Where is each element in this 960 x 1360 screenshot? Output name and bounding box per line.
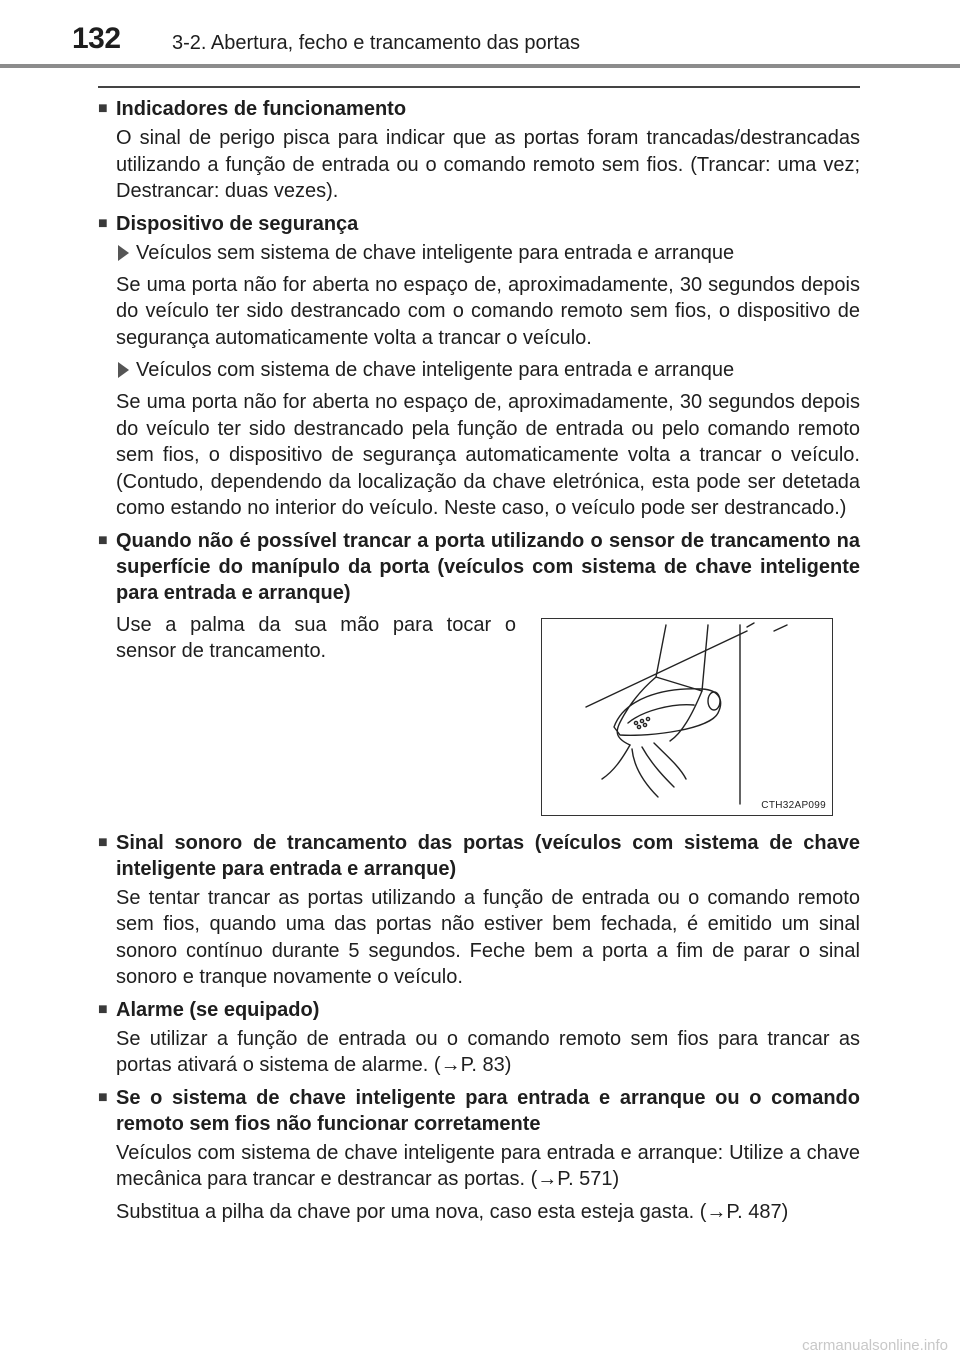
section-sonoro <box>98 830 860 991</box>
square-bullet-icon: ■ <box>98 214 108 232</box>
section-body: Substitua a pilha da chave por uma nova, caso esta esteja gasta. (→P. 487) <box>116 1200 789 1223</box>
section-body: Veículos com sistema de chave inteligente para entrada e arranque: Utilize a chave mecânica para trancar e destrancar as portas. (→P. 571) <box>116 1141 860 1190</box>
square-bullet-icon: ■ <box>98 531 108 549</box>
section-heading: Alarme (se equipado) <box>116 998 320 1021</box>
section-body: Se utilizar a função de entrada ou o comando remoto sem fios para trancar as portas ativará o sistema de alarme. (→P. 83) <box>116 1027 860 1076</box>
page-header <box>0 0 960 64</box>
triangle-arrow-icon <box>118 362 129 378</box>
hand-touching-handle-icon <box>542 619 831 814</box>
figure-code: CTH32AP099 <box>761 799 826 811</box>
section-body: O sinal de perigo pisca para indicar que as portas foram trancadas/destrancadas utilizando a função de entrada ou o comando remoto sem fios. (Trancar: uma vez; Destrancar: duas vezes). <box>116 127 860 202</box>
section-body: Se tentar trancar as portas utilizando a função de entrada ou o comando remoto sem fios, quando uma das portas não estiver bem fechada, é emitido um sinal sonoro contínuo durante 5 segundos. Feche bem a porta a fim de parar o sinal sonoro e tranque novamente o veículo. <box>116 886 860 988</box>
section-heading: Se o sistema de chave inteligente para entrada e arranque ou o comando remoto sem fios não funcionar corretamente <box>116 1086 860 1135</box>
subsection-body: Se uma porta não for aberta no espaço de, aproximadamente, 30 segundos depois do veículo ter sido destrancado pela função de entrada ou pelo comando remoto sem fios, o dispositivo de segurança automaticamente volta a trancar o veículo. (Contudo, dependendo da localização da chave eletrónica, esta pode ser detetada como estando no interior do veículo. Neste caso, o veículo pode ser destrancado.) <box>116 391 860 519</box>
section-seguranca <box>98 211 860 522</box>
section-falha <box>98 1085 860 1226</box>
section-body: Use a palma da sua mão para tocar o sensor de trancamento. <box>116 613 516 662</box>
section-alarme <box>98 997 860 1079</box>
subsection-body: Se uma porta não for aberta no espaço de, aproximadamente, 30 segundos depois do veículo ter sido destrancado com o comando remoto sem fios, o dispositivo de segurança automaticamente volta a trancar o veículo. <box>116 273 860 349</box>
content-top-rule <box>98 86 860 88</box>
section-heading: Sinal sonoro de trancamento das portas (veículos com sistema de chave inteligente para entrada e arranque) <box>116 831 860 880</box>
square-bullet-icon: ■ <box>98 1000 108 1018</box>
section-heading: Indicadores de funcionamento <box>116 98 407 120</box>
section-heading: Dispositivo de segurança <box>116 212 359 235</box>
square-bullet-icon: ■ <box>98 1088 108 1106</box>
section-sensor <box>98 528 860 818</box>
header-divider <box>0 64 960 68</box>
door-handle-illustration <box>541 618 833 816</box>
subsection-label: Veículos sem sistema de chave inteligente para entrada e arranque <box>116 240 860 266</box>
page-number: 132 <box>72 22 121 55</box>
square-bullet-icon: ■ <box>98 833 108 851</box>
page-content <box>98 96 860 1231</box>
triangle-arrow-icon <box>118 245 129 261</box>
watermark: carmanualsonline.info <box>802 1337 948 1354</box>
square-bullet-icon: ■ <box>98 100 108 117</box>
section-indicadores <box>98 96 860 205</box>
chapter-title: 3-2. Abertura, fecho e trancamento das portas <box>172 32 581 54</box>
section-heading: Quando não é possível trancar a porta utilizando o sensor de trancamento na superfície do manípulo da porta (veículos com sistema de chave inteligente para entrada e arranque) <box>116 529 860 604</box>
subsection-label: Veículos com sistema de chave inteligente para entrada e arranque <box>116 357 860 383</box>
